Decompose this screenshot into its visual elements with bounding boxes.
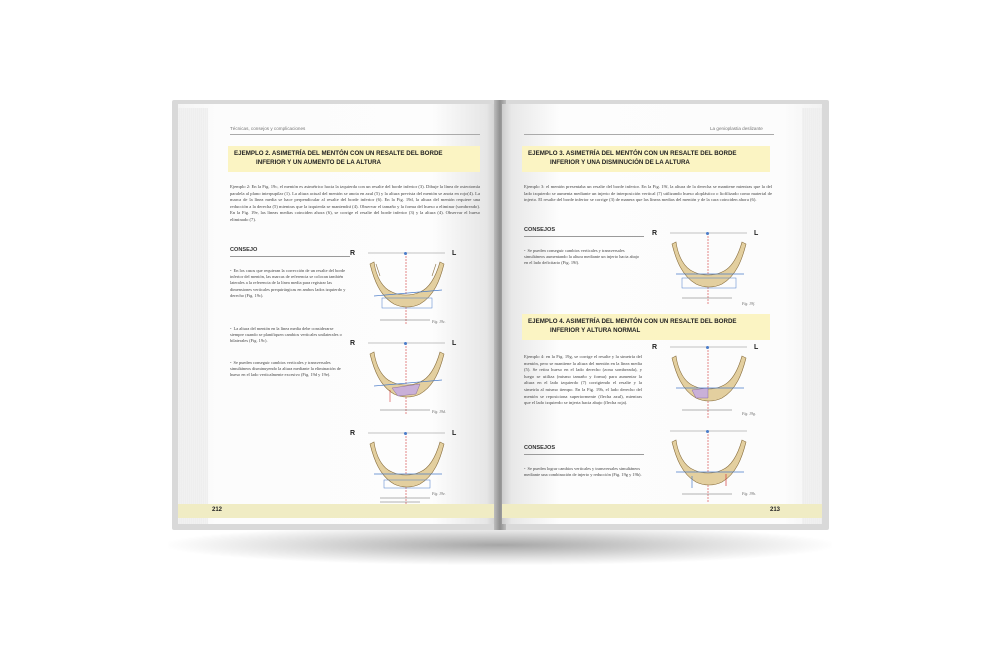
midline-marker-icon [404, 252, 407, 255]
figure-caption: Fig. 19h. [742, 492, 756, 496]
figure-19h [652, 428, 762, 508]
figure-19g [652, 344, 762, 424]
figure-19e [350, 430, 460, 510]
mandible-illustration [652, 230, 762, 310]
label-l: L [452, 430, 457, 437]
left-page [178, 104, 496, 524]
header-rule-right [524, 134, 774, 135]
bullet-icon: • [230, 326, 232, 331]
example-3-title [522, 146, 770, 172]
label-l: L [452, 250, 457, 257]
example-2-paragraph: Ejemplo 2: En la Fig. 19c, el mentón es asimétrico hacia la izquierda con un resalte del borde inferior (3). Dibuje la línea de osteotomía paralela al plano interpupilar (1). La altura actual del mentón se anota en azul (5) y la altura prevista del mentón se anota en rojo(4). La marca de la línea media se hace perpendicular al resalte del borde inferior (6). En la Fig. 19d, la altura del mentón requiere una reducción a la derecha (5) mientras que la izquierda se mantendrá (4). Observar el tamaño y la forma del hueso a eliminar (sombreado). En la Fig. 19e, las líneas medias coinciden ahora (6), se corrige el resalte del borde inferior (3) y la altura (4). Observar el hueso eliminado (7). [230, 184, 480, 222]
bullet-icon: • [230, 268, 232, 273]
figure-caption: Fig. 19e. [432, 492, 446, 496]
open-book [172, 100, 829, 530]
footer-band-left [178, 504, 496, 518]
page-edge-right [802, 108, 822, 524]
label-l: L [452, 340, 457, 347]
title-line-1: EJEMPLO 3. ASIMETRÍA DEL MENTÓN CON UN RESALTE DEL BORDE [528, 150, 737, 157]
example-2-title [228, 146, 480, 172]
figure-caption: Fig. 19d. [432, 410, 446, 414]
mandible-illustration [652, 428, 762, 508]
page-number-right: 213 [770, 507, 781, 513]
tip-right-1: • Se pueden conseguir cambios verticales y transversales simultáneos aumentando la altura mediante un injerto hacia abajo en el lado deficitario (Fig. 19f). [524, 248, 640, 266]
running-head-right: La genioplastia deslizante [710, 126, 763, 131]
title-line-2: INFERIOR Y ALTURA NORMAL [550, 327, 641, 334]
title-line-2: INFERIOR Y UNA DISMINUCIÓN DE LA ALTURA [550, 159, 690, 166]
label-l: L [754, 230, 759, 237]
section-rule [524, 454, 644, 455]
title-line-1: EJEMPLO 4. ASIMETRÍA DEL MENTÓN CON UN RESALTE DEL BORDE [528, 318, 737, 325]
midline-marker-icon [706, 430, 709, 433]
page-number-left: 212 [212, 507, 223, 513]
tip-3: • Se pueden conseguir cambios verticales y transversales simultáneos disminuyendo la altura mediante la eliminación de hueso en el lado verticalmente excesivo (Fig. 19d y 19e). [230, 360, 341, 378]
running-head-left: Técnicas, consejos y complicaciones [230, 126, 306, 131]
section-consejos-1: CONSEJOS [524, 227, 556, 233]
tip-right-2: • Se pueden lograr cambios verticales y transversales simultáneos mediante una combinación de injerto y reducción (Fig. 19g y 19h). [524, 466, 642, 478]
bullet-icon: • [524, 248, 526, 253]
tip-1: • En los casos que requieran la corrección de un resalte del borde inferior del mentón, las marcas de referencia se colocan también laterales a la referencia de la línea media para registrar las dimensiones verticales prequirúrgicas en ambos lados izquierdo y derecho (Fig. 19c). [230, 268, 346, 298]
figure-caption: Fig. 19g. [742, 412, 756, 416]
label-l: L [754, 344, 759, 351]
section-consejo: CONSEJO [230, 247, 258, 253]
figure-caption: Fig. 19f. [742, 302, 755, 306]
page-edge-left [178, 108, 208, 524]
label-r: R [350, 340, 356, 347]
label-r: R [652, 230, 658, 237]
bullet-icon: • [524, 466, 526, 471]
section-rule [230, 256, 350, 257]
midline-marker-icon [404, 432, 407, 435]
mandible-illustration [350, 430, 460, 510]
example-3-paragraph: Ejemplo 3: el mentón presentaba un resalte del borde inferior. En la Fig. 19f, la altura de la derecha se mantiene mientras que la del lado izquierdo se aumenta mediante un injerto de interposición vertical (7) utilizando hueso aloplástico o liofilizado como material de injerto. El resalte del borde inferior se corrige (3) de manera que las líneas medias del mentón y de la cara coinciden ahora (6). [524, 184, 772, 203]
mandible-illustration [350, 250, 460, 330]
label-r: R [350, 250, 356, 257]
figure-19c [350, 250, 460, 330]
tip-2: • La altura del mentón en la línea media debe considerarse siempre cuando se planifiquen cambios verticales unilaterales o bilaterales (Fig. 19c). [230, 326, 342, 344]
right-page [502, 104, 822, 524]
example-4-title [522, 314, 770, 340]
title-line-1: EJEMPLO 2. ASIMETRÍA DEL MENTÓN CON UN RESALTE DEL BORDE [234, 150, 443, 157]
figure-19f [652, 230, 762, 310]
midline-marker-icon [404, 342, 407, 345]
label-r: R [350, 430, 356, 437]
section-consejos-2: CONSEJOS [524, 445, 556, 451]
midline-marker-icon [706, 232, 709, 235]
header-rule-left [230, 134, 480, 135]
book-shadow [168, 525, 832, 565]
section-rule [524, 236, 644, 237]
figure-caption: Fig. 19c. [432, 320, 446, 324]
figure-19d [350, 340, 460, 420]
mandible-illustration [350, 340, 460, 420]
example-4-paragraph: Ejemplo 4: en la Fig. 19g, se corrige el resalte y la simetría del mentón, pero se mantiene la altura del mentón en la línea media (5). Se retira hueso en el lado derecho (zona sombreada), y luego se utiliza (mismo tamaño y forma) para aumentar la altura en el lado izquierdo (7) corrigiendo el resalte y la simetría al mismo tiempo. En la Fig. 19h, el lado derecho del mentón se reposiciona superiormente (flecha azul), mientras que el lado izquierdo se injerta hacia abajo (flecha roja). [524, 354, 642, 406]
bullet-icon: • [230, 360, 232, 365]
label-r: R [652, 344, 658, 351]
title-line-2: INFERIOR Y UN AUMENTO DE LA ALTURA [256, 159, 382, 166]
midline-marker-icon [706, 346, 709, 349]
